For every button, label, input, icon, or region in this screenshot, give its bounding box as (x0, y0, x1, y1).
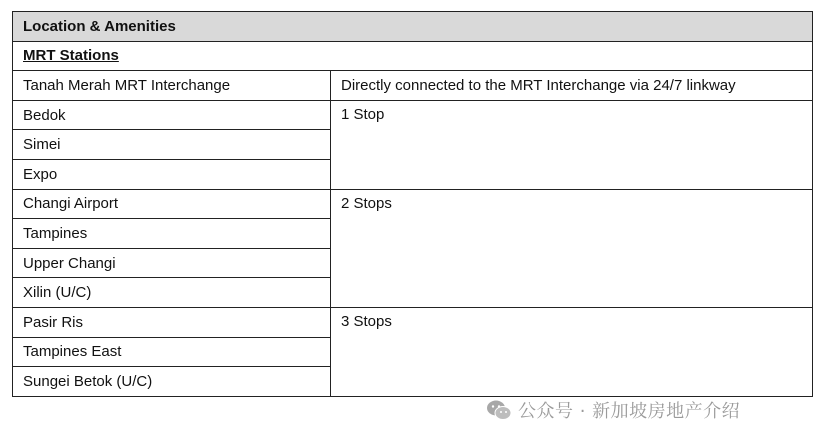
station-cell: Upper Changi (13, 248, 331, 278)
station-cell: Expo (13, 159, 331, 189)
watermark-text: 公众号 · 新加坡房地产介绍 (518, 401, 741, 422)
table-row (13, 100, 813, 130)
table-row (13, 307, 813, 337)
station-cell: Tampines (13, 219, 331, 249)
subheader-row (13, 41, 813, 71)
station-cell: Xilin (U/C) (13, 278, 331, 308)
station-cell: Tanah Merah MRT Interchange (13, 71, 331, 101)
header-row (13, 12, 813, 42)
note-cell: Directly connected to the MRT Interchange via 24/7 linkway (331, 71, 813, 101)
watermark (486, 397, 740, 423)
station-cell: Tampines East (13, 337, 331, 367)
station-cell: Sungei Betok (U/C) (13, 367, 331, 397)
interchange-row (13, 71, 813, 101)
stops-cell: 2 Stops (331, 189, 813, 307)
station-cell: Changi Airport (13, 189, 331, 219)
table-row (13, 189, 813, 219)
section-title (13, 41, 813, 71)
wechat-icon (486, 399, 512, 421)
table-header: Location & Amenities (13, 12, 813, 42)
amenities-table (12, 11, 813, 397)
section-title-text: MRT Stations (23, 47, 119, 65)
station-cell: Pasir Ris (13, 307, 331, 337)
stops-cell: 1 Stop (331, 100, 813, 189)
station-cell: Bedok (13, 100, 331, 130)
stops-cell: 3 Stops (331, 307, 813, 396)
station-cell: Simei (13, 130, 331, 160)
